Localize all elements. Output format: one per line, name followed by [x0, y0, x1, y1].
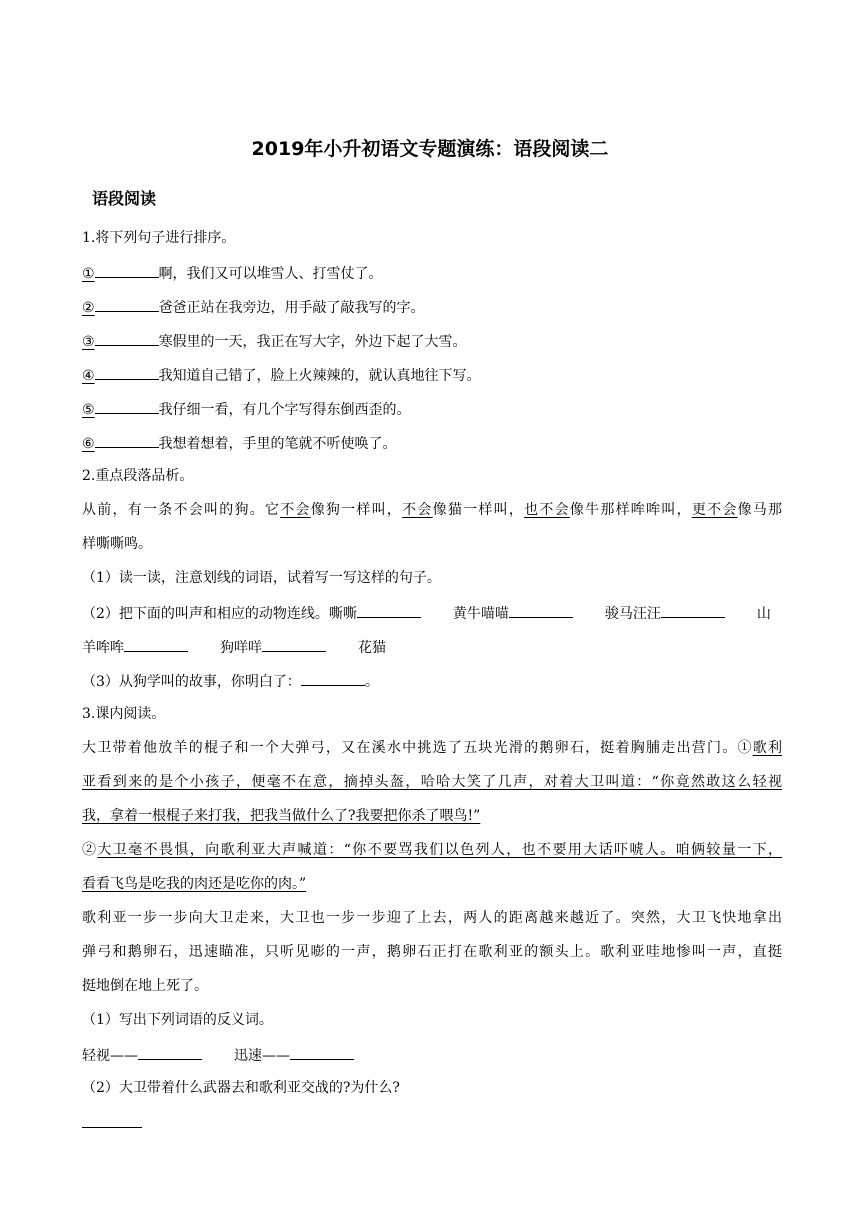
answer-blank[interactable]	[262, 636, 326, 652]
answer-blank[interactable]	[124, 636, 188, 652]
item-text: 我想着想着，手里的笔就不听使唤了。	[158, 436, 397, 452]
q2-paragraph-line-2: 样嘶嘶鸣。	[82, 536, 152, 552]
underlined-word: 不会	[280, 502, 311, 518]
q1-item-5	[82, 398, 782, 420]
text-run: 像马那	[737, 502, 783, 518]
q1-item-1	[82, 262, 782, 284]
answer-blank[interactable]	[82, 1112, 142, 1128]
underlined-word: 更不会	[691, 502, 738, 518]
circled-number: ①	[737, 740, 753, 756]
underlined-word: 也不会	[524, 502, 570, 518]
underlined-text: 亚看到来的是个小孩子，便毫不在意，摘掉头盔，哈哈大笑了几声，对着大卫叫道：“你竟然敢这么轻视	[82, 774, 782, 790]
underlined-text: 歌利	[752, 740, 783, 756]
answer-blank[interactable]	[290, 1044, 354, 1060]
answer-blank[interactable]	[357, 602, 421, 618]
q3-sub2: （2）大卫带着什么武器去和歌利亚交战的?为什么?	[82, 1080, 400, 1096]
q3-sub1: （1）写出下列词语的反义词。	[82, 1012, 273, 1028]
text-run: 轻视——	[82, 1048, 138, 1064]
item-number: ⑤	[82, 402, 95, 418]
underlined-text: 大卫毫不畏惧，向歌利亚大声喊道：“你不要骂我们以色列人，也不要用大话吓唬人。咱俩较量一下，	[97, 842, 783, 858]
q3-p3-line-2: 弹弓和鹅卵石，迅速瞄准，只听见嘭的一声，鹅卵石正打在歌利亚的额头上。歌利亚哇地惨叫一声，直挺	[82, 944, 782, 960]
q2-prompt: 2.重点段落品析。	[82, 468, 194, 484]
item-text: 寒假里的一天，我正在写大字，外边下起了大雪。	[158, 334, 467, 350]
item-number: ④	[82, 368, 95, 384]
text-run: （3）从狗学叫的故事，你明白了：	[82, 674, 301, 690]
text-run: 。	[364, 674, 379, 690]
text-run: 大卫带着他放羊的棍子和一个大弹弓，又在溪水中挑选了五块光滑的鹅卵石，挺着胸脯走出营门。	[82, 740, 738, 756]
item-text: 我知道自己错了，脸上火辣辣的，就认真地往下写。	[158, 368, 481, 384]
section-heading: 语段阅读	[92, 189, 157, 208]
answer-blank[interactable]	[138, 1044, 202, 1060]
text-run: 羊哞哞	[82, 640, 124, 656]
q1-item-2	[82, 296, 782, 318]
q2-paragraph-line-1	[82, 500, 782, 520]
q2-sub2-line-1	[82, 602, 782, 624]
item-number: ⑥	[82, 436, 95, 452]
q2-sub2-line-2	[82, 636, 782, 658]
q1-item-4	[82, 364, 782, 386]
q1-prompt: 1.将下列句子进行排序。	[82, 230, 236, 246]
q2-sub3	[82, 670, 782, 692]
answer-blank[interactable]	[509, 602, 573, 618]
text-run: 狗咩咩	[220, 640, 262, 656]
answer-blank[interactable]	[301, 670, 365, 686]
item-text: 爸爸正站在我旁边，用手敲了敲我写的字。	[158, 300, 425, 316]
q3-p3-line-3: 挺地倒在地上死了。	[82, 978, 208, 994]
item-text: 我仔细一看，有几个字写得东倒西歪的。	[158, 402, 411, 418]
document-title: 2019年小升初语文专题演练：语段阅读二	[251, 138, 609, 160]
underlined-text: 我，拿着一根棍子来打我，把我当做什么了?我要把你杀了喂鸟!”	[82, 808, 481, 824]
text-run: 花猫	[358, 640, 386, 656]
answer-blank[interactable]	[95, 364, 159, 380]
q1-item-6	[82, 432, 782, 454]
answer-blank[interactable]	[95, 262, 159, 278]
text-run: 山	[756, 606, 771, 622]
circled-number: ②	[82, 842, 98, 858]
answer-blank[interactable]	[95, 296, 159, 312]
text-run: 从前，有一条不会叫的狗。它	[82, 502, 281, 518]
item-number: ③	[82, 334, 95, 350]
text-run: 像猫一样叫，	[432, 502, 525, 518]
answer-blank[interactable]	[95, 398, 159, 414]
q2-sub1: （1）读一读，注意划线的词语，试着写一写这样的句子。	[82, 570, 441, 586]
item-number: ②	[82, 300, 95, 316]
q3-p3-line-1: 歌利亚一步一步向大卫走来，大卫也一步一步迎了上去，两人的距离越来越近了。突然，大卫飞快地拿出	[82, 910, 782, 926]
text-run: 迅速——	[234, 1048, 290, 1064]
q1-item-3	[82, 330, 782, 352]
underlined-word: 不会	[402, 502, 433, 518]
item-text: 啊，我们又可以堆雪人、打雪仗了。	[158, 266, 383, 282]
q3-p2-line-2	[82, 874, 782, 894]
q3-p1-line-3	[82, 806, 782, 826]
item-number: ①	[82, 266, 95, 282]
q3-p1-line-1	[82, 738, 782, 758]
answer-blank[interactable]	[95, 432, 159, 448]
text-run: 骏马汪汪	[604, 606, 661, 622]
q3-sub2-answer	[82, 1112, 782, 1134]
q3-p1-line-2	[82, 772, 782, 792]
answer-blank[interactable]	[95, 330, 159, 346]
text-run: 像狗一样叫，	[310, 502, 403, 518]
q3-p2-line-1	[82, 840, 782, 860]
text-run: 黄牛喵喵	[452, 606, 509, 622]
underlined-text: 看看飞鸟是吃我的肉还是吃你的肉。”	[82, 876, 307, 892]
q3-prompt: 3.课内阅读。	[82, 706, 166, 722]
q3-antonyms	[82, 1044, 782, 1066]
text-run: 像牛那样哞哞叫，	[569, 502, 692, 518]
text-run: （2）把下面的叫声和相应的动物连线。嘶嘶	[82, 606, 357, 622]
answer-blank[interactable]	[661, 602, 725, 618]
